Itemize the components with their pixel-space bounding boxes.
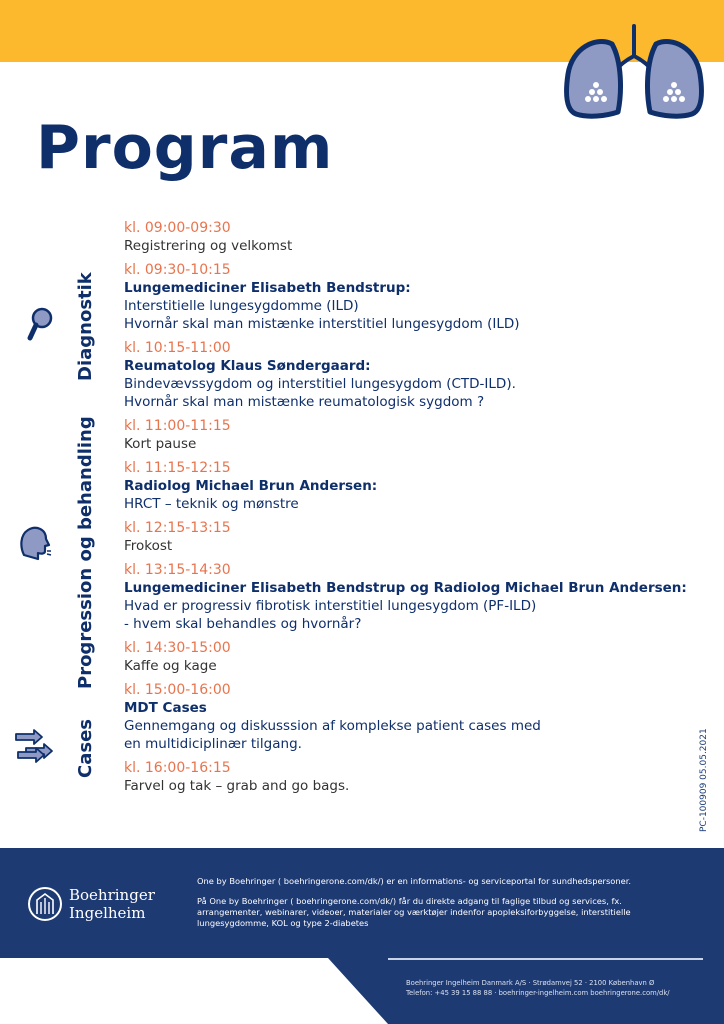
section-label-diagnostik: Diagnostik [75, 272, 96, 381]
exchange-arrows-icon [14, 728, 54, 764]
logo-text-line1: Boehringer [69, 886, 155, 904]
section-label-progression: Progression og behandling [75, 416, 96, 689]
schedule-item [124, 639, 704, 675]
item-speaker: Lungemediciner Elisabeth Bendstrup og Radiolog Michael Brun Andersen: [124, 580, 687, 596]
item-desc: Registrering og velkomst [124, 238, 293, 254]
footer-contact: Telefon: +45 39 15 88 88 · boehringer-ingelheim.com boehringerone.com/dk/ [406, 988, 670, 997]
schedule-item [124, 519, 704, 555]
footer-address: Boehringer Ingelheim Danmark A/S · Strødamvej 52 · 2100 København Ø [406, 979, 655, 987]
item-time: kl. 11:00-11:15 [124, 418, 231, 434]
head-speaking-icon [18, 525, 52, 561]
item-desc: Frokost [124, 538, 173, 554]
item-time: kl. 09:30-10:15 [124, 262, 231, 278]
lungs-icon [562, 22, 706, 122]
item-time: kl. 11:15-12:15 [124, 460, 231, 476]
schedule-item [124, 219, 704, 255]
item-time: kl. 14:30-15:00 [124, 640, 231, 656]
item-desc: Gennemgang og diskusssion af komplekse patient cases med [124, 718, 541, 734]
logo-mark-icon [27, 886, 63, 922]
item-speaker: Radiolog Michael Brun Andersen: [124, 478, 378, 494]
item-speaker: Lungemediciner Elisabeth Bendstrup: [124, 280, 411, 296]
footer-address-block [406, 979, 706, 998]
schedule-item [124, 561, 704, 633]
item-desc: Farvel og tak – grab and go bags. [124, 778, 350, 794]
page-title: Program [36, 113, 334, 183]
schedule-item [124, 417, 704, 453]
schedule-item [124, 759, 704, 795]
footer-divider [388, 958, 703, 960]
logo-text-line2: Ingelheim [69, 904, 146, 922]
item-time: kl. 16:00-16:15 [124, 760, 231, 776]
item-desc: Hvornår skal man mistænke reumatologisk sygdom ? [124, 394, 485, 410]
magnifier-icon [26, 306, 54, 342]
item-time: kl. 12:15-13:15 [124, 520, 231, 536]
footer-description-text: På One by Boehringer ( boehringerone.com/dk/) får du direkte adgang til faglige tilbud og services, fx. arrangementer, webinarer, videoer, materialer og værktøjer indenfor apopleksiforbyggelse, interstitielle lungesygdomme, KOL og type 2-diabetes [197, 896, 631, 928]
schedule-item [124, 681, 704, 753]
item-desc: Hvornår skal man mistænke interstitiel lungesygdom (ILD) [124, 316, 520, 332]
item-desc: - hvem skal behandles og hvornår? [124, 616, 362, 632]
item-desc: HRCT – teknik og mønstre [124, 496, 299, 512]
footer-intro-text: One by Boehringer ( boehringerone.com/dk/) er en informations- og serviceportal for sundhedspersoner. [197, 876, 632, 886]
document-number: PC-100909 05.05.2021 [699, 728, 709, 832]
item-desc: Kaffe og kage [124, 658, 217, 674]
boehringer-logo [27, 886, 155, 922]
schedule-item [124, 261, 704, 333]
item-time: kl. 10:15-11:00 [124, 340, 231, 356]
item-speaker: MDT Cases [124, 700, 207, 716]
schedule-item [124, 459, 704, 513]
program-schedule [124, 219, 704, 801]
item-desc: Hvad er progressiv fibrotisk interstitiel lungesygdom (PF-ILD) [124, 598, 537, 614]
item-time: kl. 15:00-16:00 [124, 682, 231, 698]
item-speaker: Reumatolog Klaus Søndergaard: [124, 358, 371, 374]
schedule-item [124, 339, 704, 411]
item-desc: Bindevævssygdom og interstitiel lungesygdom (CTD-ILD). [124, 376, 516, 392]
item-desc: en multidiciplinær tilgang. [124, 736, 302, 752]
item-desc: Kort pause [124, 436, 197, 452]
section-label-cases: Cases [75, 719, 96, 778]
item-time: kl. 13:15-14:30 [124, 562, 231, 578]
item-desc: Interstitielle lungesygdomme (ILD) [124, 298, 359, 314]
item-time: kl. 09:00-09:30 [124, 220, 231, 236]
